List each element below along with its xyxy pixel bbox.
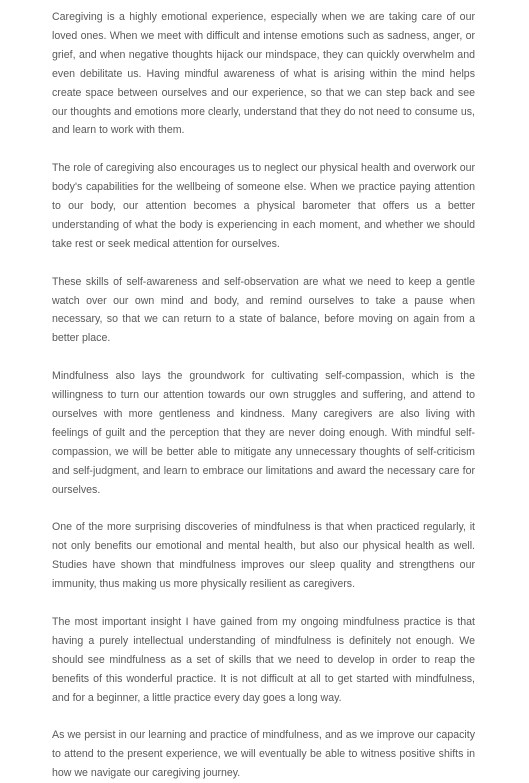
article-body xyxy=(52,8,475,783)
paragraph-conclusion: As we persist in our learning and practice of mindfulness, and as we improve our capacity to attend to the present experience, we will eventually be able to witness positive shifts in how we navigate our caregiving journey. xyxy=(52,729,475,780)
paragraph-important-insight: The most important insight I have gained from my ongoing mindfulness practice is that having a purely intellectual understanding of mindfulness is definitely not enough. We should see mindfulness as a set of skills that we need to develop in order to reap the benefits of this wonderful practice. It is not difficult at all to get started with mindfulness, and for a beginner, a little practice every day goes a long way. xyxy=(52,615,475,704)
paragraph-emotional-experience: Caregiving is a highly emotional experience, especially when we are taking care of our loved ones. When we meet with difficult and intense emotions such as sadness, anger, or grief, and when negative thoughts hijack our mindspace, they can quickly overwhelm and even debilitate us. Having mindful awareness of what is arising within the mind helps create space between ourselves and our experience, so that we can step back and see our thoughts and emotions more clearly, understand that they do not need to consume us, and learn to work with them. xyxy=(52,11,475,137)
paragraph-self-compassion: Mindfulness also lays the groundwork for cultivating self-compassion, which is the willingness to turn our attention towards our own struggles and suffering, and attend to ourselves with more gentleness and kindness. Many caregivers are also living with feelings of guilt and the perception that they are never doing enough. With mindful self-compassion, we will be better able to mitigate any unnecessary thoughts of self-criticism and self-judgment, and learn to embrace our limitations and award the necessary care for ourselves. xyxy=(52,370,475,496)
paragraph-physical-health: The role of caregiving also encourages us to neglect our physical health and overwork our body's capabilities for the wellbeing of someone else. When we practice paying attention to our body, our attention becomes a physical barometer that offers us a better understanding of what the body is experiencing in each moment, and whether we should take rest or seek medical attention for ourselves. xyxy=(52,162,475,250)
paragraph-surprising-discoveries: One of the more surprising discoveries of mindfulness is that when practiced regularly, it not only benefits our emotional and mental health, but also our physical health as well. Studies have shown that mindfulness improves our sleep quality and strengthens our immunity, thus making us more physically resilient as caregivers. xyxy=(52,521,475,591)
paragraph-self-awareness: These skills of self-awareness and self-observation are what we need to keep a gentle watch over our own mind and body, and remind ourselves to take a pause when necessary, so that we can return to a state of balance, before moving on again from a better place. xyxy=(52,275,475,345)
